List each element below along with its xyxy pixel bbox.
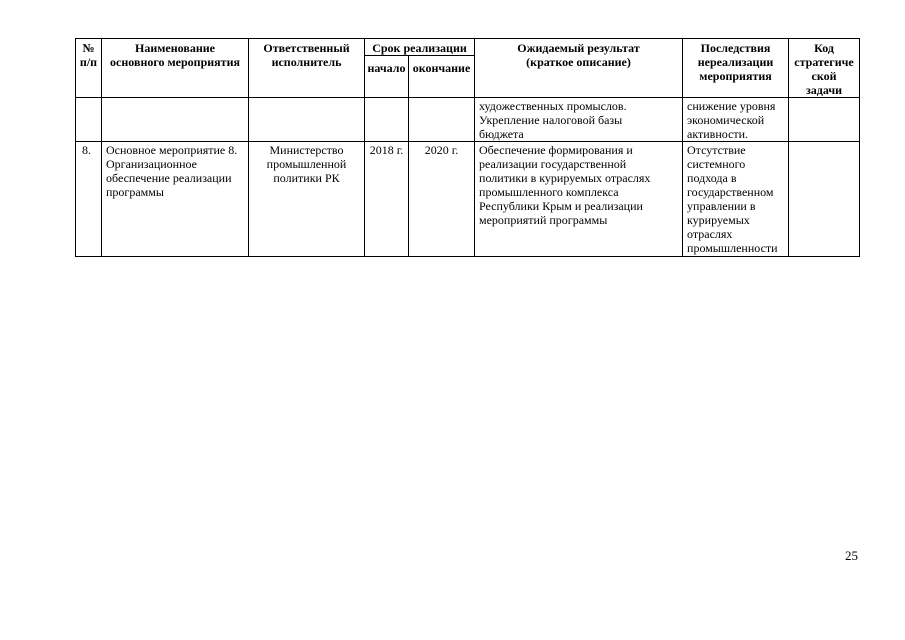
- cell-consequences: снижение уровня экономической активности.: [683, 98, 789, 142]
- cell-num: 8.: [76, 142, 102, 257]
- cell-code: [789, 142, 860, 257]
- cell-end: 2020 г.: [409, 142, 475, 257]
- header-end: окончание: [409, 56, 475, 98]
- header-start: начало: [365, 56, 409, 98]
- cell-responsible: [249, 98, 365, 142]
- header-code: Код стратегиче ской задачи: [789, 39, 860, 98]
- cell-start: [365, 98, 409, 142]
- header-responsible: Ответственный исполнитель: [249, 39, 365, 98]
- header-consequences: Последствия нереализации мероприятия: [683, 39, 789, 98]
- cell-num: [76, 98, 102, 142]
- cell-end: [409, 98, 475, 142]
- cell-start: 2018 г.: [365, 142, 409, 257]
- cell-name: [102, 98, 249, 142]
- header-row: [76, 39, 860, 56]
- cell-result: Обеспечение формирования и реализации государственной политики в курируемых отраслях промышленного комплекса Республики Крым и реализации мероприятий программы: [475, 142, 683, 257]
- header-name: Наименование основного мероприятия: [102, 39, 249, 98]
- measures-table: [75, 38, 860, 257]
- page-number: 25: [845, 548, 858, 563]
- cell-responsible: Министерство промышленной политики РК: [249, 142, 365, 257]
- cell-name: Основное мероприятие 8. Организационное обеспечение реализации программы: [102, 142, 249, 257]
- cell-result: художественных промыслов. Укрепление налоговой базы бюджета: [475, 98, 683, 142]
- cell-code: [789, 98, 860, 142]
- header-period: Срок реализации: [365, 39, 475, 56]
- table-row: [76, 98, 860, 142]
- header-num: № п/п: [76, 39, 102, 98]
- cell-consequences: Отсутствие системного подхода в государственном управлении в курируемых отраслях промышленности: [683, 142, 789, 257]
- header-result: Ожидаемый результат (краткое описание): [475, 39, 683, 98]
- table-row: [76, 142, 860, 257]
